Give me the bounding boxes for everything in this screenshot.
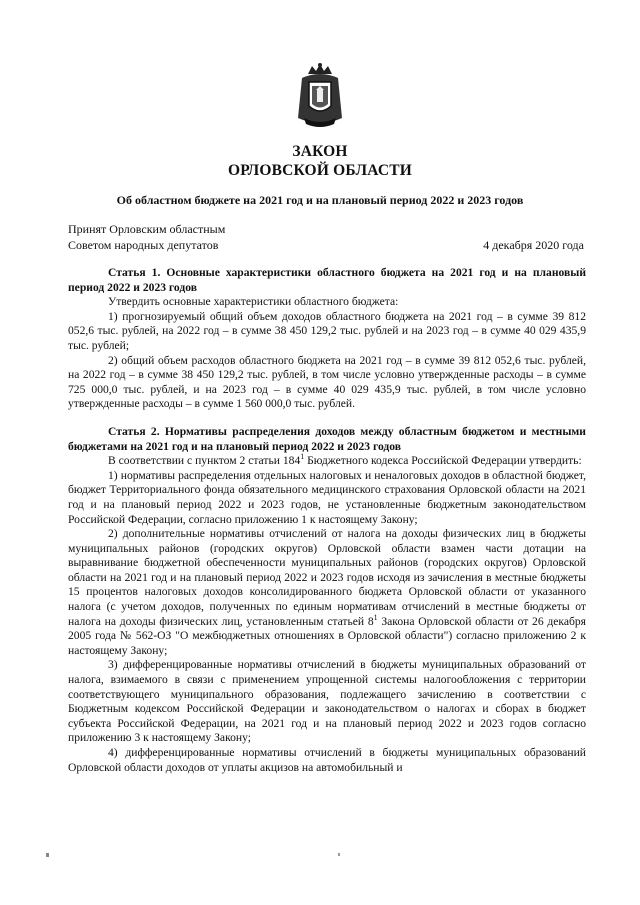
adoption-block [68,221,225,253]
region-title: ОРЛОВСКОЙ ОБЛАСТИ [227,162,413,179]
article-2-item-2 [68,527,586,658]
article-2-intro-text-b: Бюджетного кодекса Российской Федерации утвердить: [304,454,582,468]
article-2-intro [68,454,586,469]
article-2-heading: Статья 2. Нормативы распределения доходов между областным бюджетом и местными бюджетами на 2021 год и на плановый период 2022 и 2023 годов [68,424,586,453]
article-2-item-2-superscript: 1 [373,612,378,622]
adoption-line-1: Принят Орловским областным [68,222,226,236]
article-2-item-4: 4) дифференцированные нормативы отчислений в бюджеты муниципальных образований Орловской области доходов от уплаты акцизов на автомобильный и [68,746,586,774]
article-2-intro-superscript: 1 [300,452,305,462]
scan-speck [338,853,340,856]
adoption-date: 4 декабря 2020 года [483,238,584,252]
article-2-item-3: 3) дифференцированные нормативы отчислений в бюджеты муниципальных образований от налога, взимаемого в связи с применением упрощенной системы налогообложения с территории соответствующего муниципального образования, подлежащего зачислению в соответствии с Бюджетным кодексом Российской Федерации и законодательством о налогах и сборах в бюджет субъекта Российской Федерации, на 2021 год и на плановый период 2022 и 2023 годов согласно приложению 3 к настоящему Закону; [68,658,586,745]
article-2-item-2-text-a: 2) дополнительные нормативы отчислений от налога на доходы физических лиц в бюджеты муниципальных районов (городских округов) Орловской области взамен части дотации на выравнивание бюджетной обеспеченности муниципальных районов (городских округов) Орловской области на 2021 год и на плановый период 2022 и 2023 годов исходя из зачисления в местные бюджеты 15 процентов налоговых доходов консолидированного бюджета Орловской области от указанного налога (с учетом доходов, полученных по единым нормативам отчислений в местные бюджеты от налога на доходы физических лиц, установленным статьей 8 [68,527,586,628]
coat-of-arms-emblem [294,62,346,130]
law-body [68,262,586,775]
article-2-item-2-text-b: Закона Орловской области от 26 декабря 2005 года № 562-ОЗ "О межбюджетных отношениях в Орловской области") согласно приложению 2 к настоящему Закону; [68,614,587,657]
article-1-heading: Статья 1. Основные характеристики областного бюджета на 2021 год и на плановый период 2022 и 2023 годов [68,266,586,294]
article-1-item-2: 2) общий объем расходов областного бюджета на 2021 год – в сумме 39 812 052,6 тыс. рублей, на 2022 год – в сумме 38 450 129,2 тыс. рублей, в том числе условно утвержденные расходы – в сумме 725 000,0 тыс. рублей, и на 2023 год – в сумме 40 029 435,9 тыс. рублей, в том числе условно утвержденные расходы – в сумме 1 560 000,0 тыс. рублей. [68,353,586,411]
article-1-item-1: 1) прогнозируемый общий объем доходов областного бюджета на 2021 год – в сумме 39 812 052,6 тыс. рублей, на 2022 год – в сумме 38 450 129,2 тыс. рублей и на 2023 год – в сумме 40 029 435,9 тыс. рублей; [68,309,586,352]
article-2-item-1: 1) нормативы распределения отдельных налоговых и неналоговых доходов в областной бюджет, бюджет Территориального фонда обязательного медицинского страхования Орловской области на 2021 год и на плановый период 2022 и 2023 годов, не установленные бюджетным законодательством Российской Федерации, согласно приложению 1 к настоящему Закону; [68,468,586,526]
article-1-intro: Утвердить основные характеристики областного бюджета: [108,295,399,309]
adoption-line-2: Советом народных депутатов [68,238,219,252]
law-title: ЗАКОН [292,143,348,160]
article-2-intro-text-a: В соответствии с пунктом 2 статьи 184 [108,454,301,468]
scan-speck [46,853,49,857]
law-subtitle: Об областном бюджете на 2021 год и на плановый период 2022 и 2023 годов [116,193,524,207]
